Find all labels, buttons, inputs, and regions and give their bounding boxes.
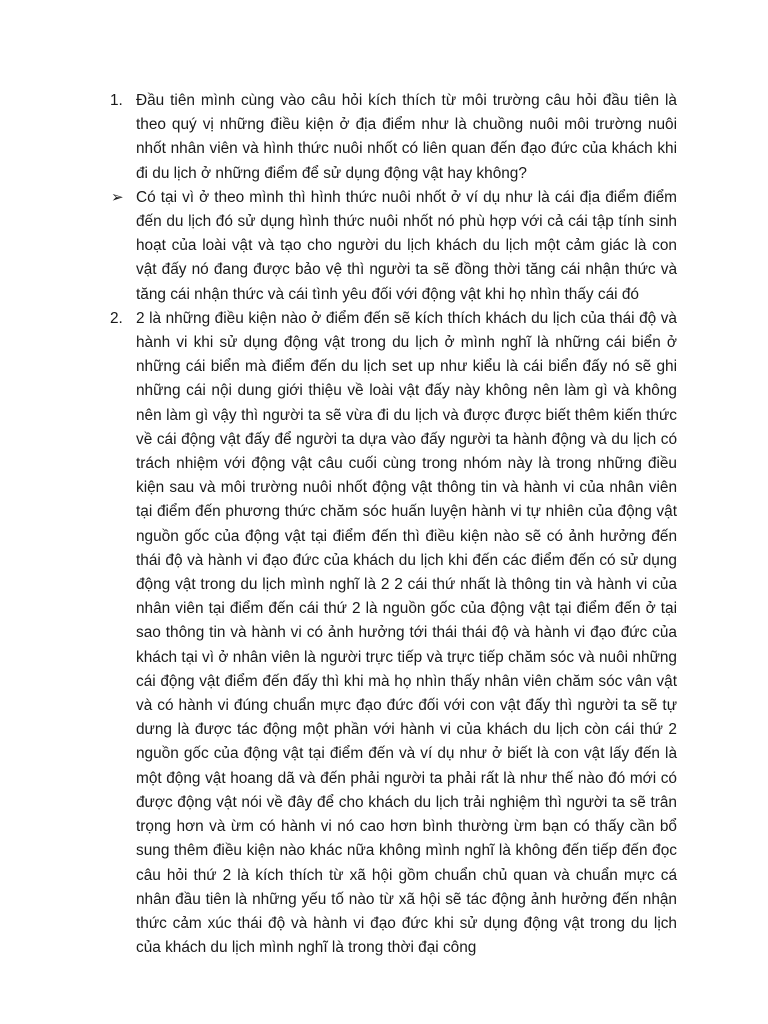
arrow-bullet-icon: ➢ [111,188,124,206]
document-body [0,89,768,960]
paragraph-text: Đầu tiên mình cùng vào câu hỏi kích thích từ môi trường câu hỏi đầu tiên là theo quý vị những điều kiện ở địa điểm như là chuồng nuôi môi trường nuôi nhốt nhân viên và hình thức nuôi nhốt có liên quan đến đạo đức của khách khi đi du lịch ở những điểm để sử dụng động vật hay không? [136,92,677,182]
paragraph-text: Có tại vì ở theo mình thì hình thức nuôi nhốt ở ví dụ như là cái địa điểm điểm đến du lịch đó sử dụng hình thức nuôi nhốt nó phù hợp với cả cái tập tính sinh hoạt của loài vật và tạo cho người du lịch khách du lịch một cảm giác là con vật đấy nó đang được bảo vệ thì người ta sẽ đồng thời tăng cái nhận thức và tăng cái nhận thức và cái tình yêu đối với động vật khi họ nhìn thấy cái đó [136,188,677,303]
list-item-question-1 [0,89,768,186]
list-item-answer-bullet [0,186,768,307]
list-item-question-2 [0,307,768,960]
list-number: 2. [110,309,123,327]
paragraph-text: 2 là những điều kiện nào ở điểm đến sẽ kích thích khách du lịch của thái độ và hành vi khi sử dụng động vật trong du lịch ở mình nghĩ là những cái biển ở những cái biển mà điểm đến du lịch set up như kiểu là cái biển đấy nó sẽ ghi những cái nội dung giới thiệu về loài vật đấy này không nên làm gì và không nên làm gì vậy thì người ta sẽ vừa đi du lịch và được được biết thêm kiến thức về cái động vật đấy để người ta dựa vào đấy người ta hành động và du lịch có trách nhiệm với động vật câu cuối cùng trong nhóm này là trong những điều kiện sau và môi trường nuôi nhốt động vật thông tin và hành vi của nhân viên tại điểm đến phương thức chăm sóc huấn luyện hành vi tự nhiên của động vật nguồn gốc của động vật tại điểm đến thì điều kiện nào sẽ có ảnh hưởng đến thái độ và hành vi đạo đức của khách du lịch khi đến các điểm đến có sử dụng động vật trong du lịch mình nghĩ là 2 2 cái thứ nhất là thông tin và hành vi của nhân viên tại điểm đến cái thứ 2 là nguồn gốc của động vật tại điểm đến ở tại sao thông tin và hành vi có ảnh hưởng tới thái thái độ và hành vi đạo đức của khách tại vì ở nhân viên là người trực tiếp và trực tiếp chăm sóc và nuôi những cái động vật điểm đến đấy thì khi mà họ nhìn thấy nhân viên chăm sóc vân vật và có hành vi đúng chuẩn mực đạo đức đối với con vật đấy thì người ta sẽ tự dưng là được tác động một phần với hành vi của khách du lịch còn cái thứ 2 nguồn gốc của động vật tại điểm đến và ví dụ như ở biết là con vật lấy đến là một động vật hoang dã và đến phải người ta phải rất là như thế nào đó mới có được động vật nói về đây để cho khách du lịch trải nghiệm thì người ta sẽ trân trọng hơn và ừm có hành vi nó cao hơn bình thường ừm bạn có thấy cần bổ sung thêm điều kiện nào khác nữa không mình nghĩ là không đến tiếp đến đọc câu hỏi thứ 2 là kích thích từ xã hội gồm chuẩn chủ quan và chuẩn mực cá nhân đầu tiên là những yếu tố nào từ xã hội sẽ tác động ảnh hưởng đến nhận thức cảm xúc thái độ và hành vi đạo đức khi sử dụng động vật trong du lịch của khách du lịch mình nghĩ là trong thời đại công [136,309,677,957]
list-number: 1. [110,92,123,109]
